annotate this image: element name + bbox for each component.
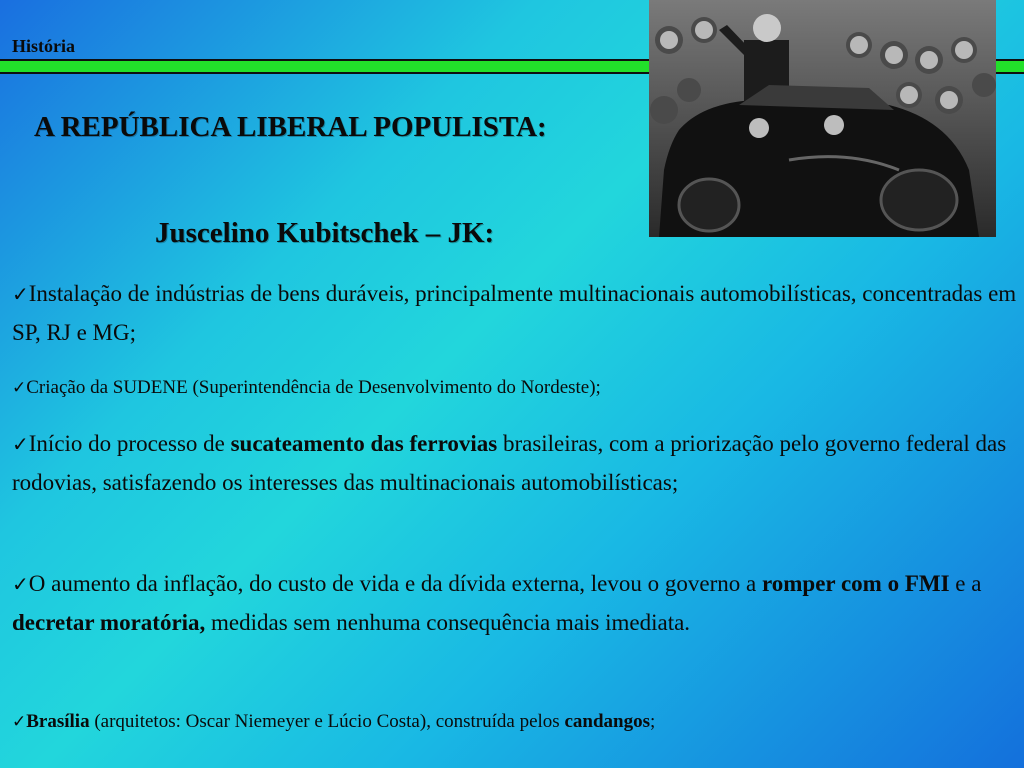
bullet-brasilia (12, 707, 1017, 737)
section-label: História (12, 36, 75, 56)
slide-title: A REPÚBLICA LIBERAL POPULISTA: (34, 111, 547, 143)
checkmark-icon: ✓ (12, 712, 27, 731)
bullet-text: Instalação de indústrias de bens duráveis, principalmente multinacionais automobilísticas, concentradas em SP, RJ e MG; (12, 281, 1017, 345)
bullet-text-post: medidas sem nenhuma consequência mais imediata. (205, 610, 691, 635)
jk-photo (649, 0, 996, 237)
bullet-text-post: ; (649, 711, 656, 732)
bullet-text-bold: sucateamento das ferrovias (230, 431, 498, 456)
bullet-industries (12, 275, 1017, 352)
checkmark-icon: ✓ (12, 378, 27, 397)
bullet-text-bold-brasilia: Brasília (26, 711, 90, 732)
bullet-inflation (12, 565, 1017, 642)
bullet-text-bold-fmi: romper com o FMI (761, 571, 950, 596)
bullet-text-bold-moratoria: decretar moratória, (12, 610, 206, 635)
bullet-railways (12, 425, 1017, 502)
bullet-text: Criação da SUDENE (Superintendência de Desenvolvimento do Nordeste); (26, 377, 601, 398)
bullet-text-mid: e a (949, 571, 982, 596)
checkmark-icon: ✓ (12, 574, 29, 596)
bullet-text-post: brasileiras, com a priorização pelo governo federal das rodovias, satisfazendo os interesses das multinacionais automobilísticas; (12, 431, 1007, 495)
checkmark-icon: ✓ (12, 434, 29, 456)
bullet-text-pre: O aumento da inflação, do custo de vida e da dívida externa, levou o governo a (28, 571, 762, 596)
photo-jk-car-icon (649, 0, 996, 237)
bullet-text-pre: Início do processo de (28, 431, 231, 456)
checkmark-icon: ✓ (12, 284, 29, 306)
bullet-sudene (12, 373, 1017, 403)
slide-subtitle: Juscelino Kubitschek – JK: (155, 217, 495, 249)
bullet-text-bold-candangos: candangos (564, 711, 650, 732)
bullet-text-mid: (arquitetos: Oscar Niemeyer e Lúcio Costa), construída pelos (89, 711, 565, 732)
